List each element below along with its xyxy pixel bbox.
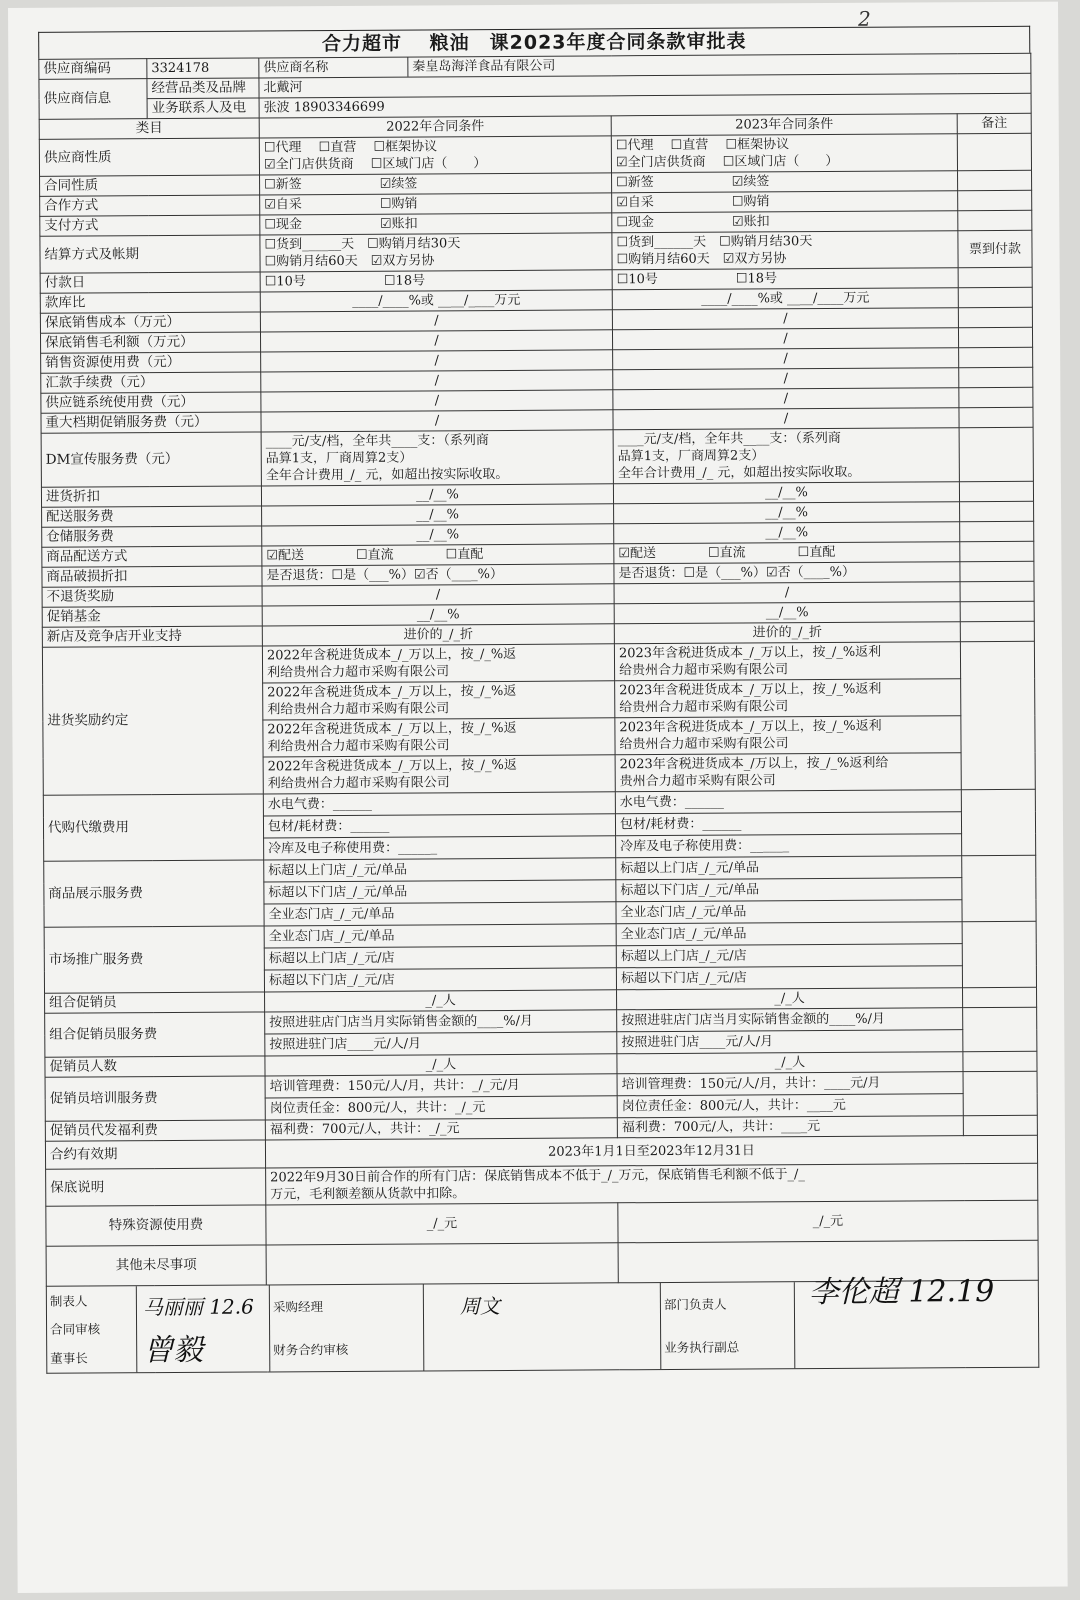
cell-line: __/__% <box>765 605 809 621</box>
cell-line: ☑配送 ☐直流 ☐直配 <box>618 544 836 562</box>
supplier-info-label: 供应商信息 <box>39 79 147 120</box>
row-label: 商品破损折扣 <box>42 566 262 587</box>
row-label: 商品配送方式 <box>42 546 262 567</box>
cell-2023 <box>612 308 958 330</box>
row-note <box>958 190 1032 210</box>
header-2022: 2022年合同条件 <box>259 116 611 138</box>
approval-form <box>38 26 1038 1374</box>
cell-line: 培训管理费：150元/人/月，共计：____元/月 <box>621 1075 881 1093</box>
cell-line: __/__% <box>765 485 808 501</box>
cell-2022 <box>261 484 613 506</box>
contact-value: 张波 18903346699 <box>259 93 1031 118</box>
cell-2023 <box>617 1094 963 1118</box>
cell-2022 <box>260 173 612 195</box>
cell-2022 <box>265 1054 617 1076</box>
cell-line: 按照进驻店门店当月实际销售金额的____%/月 <box>621 1011 885 1029</box>
cell-line: 标超以下门店_/_元/店 <box>620 970 747 987</box>
cell-2023 <box>614 542 960 564</box>
cell-line: / <box>783 311 788 327</box>
cell-2023 <box>617 1008 963 1032</box>
cell-line: ____/____%或 ____/____万元 <box>701 290 870 307</box>
row-label: 付款日 <box>40 272 260 293</box>
cell-2023 <box>617 988 963 1010</box>
cell-line: 水电气费：______ <box>267 796 372 813</box>
row-note <box>959 481 1033 501</box>
cell-2022 <box>263 718 615 757</box>
cell-line: / <box>434 393 440 409</box>
cell-line: 标超以上门店_/_元/单品 <box>620 860 760 877</box>
supplier-name: 秦皇岛海洋食品有限公司 <box>412 58 556 75</box>
row-note <box>959 347 1033 367</box>
row-label: 保底销售毛利额（万元） <box>40 332 260 353</box>
row-note <box>963 1051 1037 1071</box>
table-row <box>42 641 1034 684</box>
cell-line: ☑全门店供货商 ☐区域门店（ ） <box>263 156 487 173</box>
cell-2023 <box>612 231 958 270</box>
cell-line: 给贵州合力超市采购有限公司 <box>619 736 789 753</box>
cell-2022 <box>264 902 616 926</box>
row-note <box>960 581 1034 601</box>
cell-2023 <box>616 966 962 990</box>
cell-line: / <box>783 371 789 387</box>
cell-line: 标超以上门店_/_元/店 <box>268 950 395 967</box>
cell-line: ☐购销月结60天 ☑双方另协 <box>264 253 435 270</box>
cell-2022 <box>265 1118 617 1140</box>
cell-line: ☐10号 ☐18号 <box>616 271 778 288</box>
row-label: 促销员人数 <box>45 1056 265 1077</box>
cell-2022 <box>262 564 614 586</box>
row-note <box>961 789 1035 855</box>
cell-2023 <box>617 1116 963 1138</box>
row-note <box>963 1071 1037 1115</box>
cell-2022 <box>264 858 616 882</box>
cell-2023 <box>613 482 959 504</box>
row-label: 组合促销员 <box>45 992 265 1013</box>
cell-2022 <box>264 946 616 970</box>
cell-2023 <box>614 582 960 604</box>
cell-line: 2023年含税进货成本_/_万以上，按_/_%返利 <box>619 718 882 736</box>
row-label: 供应商性质 <box>39 138 259 176</box>
cell-line: / <box>434 413 440 429</box>
supplier-code-label: 供应商编码 <box>39 59 147 80</box>
row-note <box>959 367 1033 387</box>
cell-line: 进价的_/_折 <box>752 625 823 641</box>
contact-label: 业务联系人及电 <box>147 98 259 119</box>
cell-2022 <box>259 136 611 175</box>
cell-2022 <box>264 924 616 948</box>
row-note <box>963 1115 1037 1135</box>
cell-2023 <box>615 716 961 755</box>
page-number: 2 <box>858 6 871 31</box>
cell-2022 <box>263 755 615 794</box>
cell-line: ☐货到______天 ☐购销月结30天 <box>264 236 461 253</box>
row-label: 支付方式 <box>40 215 260 236</box>
cell-2023 <box>616 878 962 902</box>
cell-2023 <box>616 922 962 946</box>
cell-2022 <box>262 584 614 606</box>
review-label: 合同审核 <box>50 1321 101 1338</box>
cell-line: ☐购销月结60天 ☑双方另协 <box>616 251 787 268</box>
cell-2023 <box>612 171 958 193</box>
cell-2023 <box>612 191 958 213</box>
guarantee-line: 万元，毛利额差额从货款中扣除。 <box>270 1186 466 1203</box>
cell-line: 福利费：700元/人，共计：____元 <box>621 1119 821 1136</box>
cell-2022 <box>263 681 615 720</box>
cell-line: 利给贵州合力超市采购有限公司 <box>267 738 450 755</box>
cell-2023 <box>614 602 960 624</box>
cell-2022 <box>263 814 615 838</box>
cell-line: 全业态门店_/_元/单品 <box>620 904 747 921</box>
cell-line: / <box>434 333 439 349</box>
cell-line: ____元/支/档，全年共____支：（系列商 <box>617 430 841 448</box>
form-table <box>38 53 1039 1374</box>
cell-line: 包材/耗材费：______ <box>619 816 742 833</box>
cell-2022 <box>262 624 614 646</box>
row-label: 销售资源使用费（元） <box>41 352 261 373</box>
cell-line: 全年合计费用_/_ 元，如超出按实际收取。 <box>265 466 509 484</box>
cell-line: ☐新签 ☑续签 <box>616 174 770 191</box>
row-label: 仓储服务费 <box>42 526 262 547</box>
cell-2022 <box>261 370 613 392</box>
cell-2023 <box>612 268 958 290</box>
row-note <box>960 501 1034 521</box>
row-label: 合同性质 <box>40 175 260 196</box>
special-2023: _/_元 <box>618 1200 1038 1243</box>
cell-line: 标超以下门店_/_元/单品 <box>620 882 760 899</box>
chairman-signature: 曾毅 <box>143 1332 204 1369</box>
cell-2022 <box>260 290 612 312</box>
cell-line: / <box>435 587 441 603</box>
cell-line: 利给贵州合力超市采购有限公司 <box>267 701 450 718</box>
table-row <box>40 230 1032 273</box>
cell-2023 <box>611 134 957 173</box>
vp-label: 业务执行副总 <box>664 1339 740 1356</box>
finance-label: 财务合约审核 <box>273 1341 349 1358</box>
cell-2022 <box>261 430 613 486</box>
cell-2023 <box>616 900 962 924</box>
cell-line: 2022年含税进货成本_/_万以上，按_/_%返 <box>267 757 517 775</box>
cell-2022 <box>262 604 614 626</box>
cell-2023 <box>617 1072 963 1096</box>
guarantee-label: 保底说明 <box>46 1168 266 1206</box>
cell-line: ____/____%或 ____/____万元 <box>352 292 521 309</box>
row-note <box>960 541 1034 561</box>
cell-line: 给贵州合力超市采购有限公司 <box>619 699 789 716</box>
purchasing-label: 采购经理 <box>272 1299 323 1315</box>
preparer-signature: 马丽丽 12.6 <box>142 1294 254 1320</box>
cell-line: 2022年含税进货成本_/_万以上，按_/_%返 <box>267 683 517 701</box>
row-note: 票到付款 <box>958 230 1032 267</box>
row-label: 商品展示服务费 <box>44 860 264 927</box>
cell-2022 <box>262 544 614 566</box>
header-category: 类目 <box>39 118 259 139</box>
cell-line: 全业态门店_/_元/单品 <box>620 926 747 943</box>
cell-line: 进价的_/_折 <box>403 627 474 643</box>
cell-line: __/__% <box>765 505 809 521</box>
row-label: 促销员代发福利费 <box>45 1120 265 1141</box>
cell-line: 品算1支，厂商周算2支） <box>265 450 413 467</box>
cell-line: 按照进驻店门店当月实际销售金额的____%/月 <box>269 1013 533 1031</box>
row-note <box>958 170 1032 190</box>
cell-2022 <box>264 880 616 904</box>
supplier-name-label: 供应商名称 <box>259 58 408 78</box>
row-label: 进货奖励约定 <box>42 646 263 795</box>
cell-line: __/__% <box>416 507 460 523</box>
cell-line: 岗位责任金：800元/人，共计：_/_元 <box>269 1100 486 1117</box>
preparer-label: 制表人 <box>49 1293 88 1309</box>
cell-line: 利给贵州合力超市采购有限公司 <box>267 664 450 681</box>
cell-line: / <box>434 373 440 389</box>
cell-line: 包材/耗材费：______ <box>267 818 390 835</box>
cell-line: 2022年含税进货成本_/_万以上，按_/_%返 <box>267 720 517 738</box>
cell-2023 <box>615 679 961 718</box>
special-2022: _/_元 <box>266 1203 618 1245</box>
header-note: 备注 <box>957 113 1031 133</box>
dept-head-signature: 李伦超 12.19 <box>808 1273 995 1311</box>
cell-2022 <box>261 410 613 432</box>
row-note <box>959 387 1033 407</box>
supplier-code: 3324178 <box>147 58 259 79</box>
cell-line: ☑自采 ☐购销 <box>264 196 418 213</box>
cell-2022 <box>264 836 616 860</box>
cell-2023 <box>616 856 962 880</box>
table-row <box>39 133 1031 176</box>
cell-2022 <box>265 1074 617 1098</box>
cell-line: ☐10号 ☐18号 <box>264 273 426 290</box>
row-label: DM宣传服务费（元） <box>41 432 261 487</box>
row-note <box>962 921 1036 987</box>
cell-line: ☑全门店供货商 ☐区域门店（ ） <box>615 153 839 171</box>
row-note <box>958 327 1032 347</box>
row-label: 重大档期促销服务费（元） <box>41 412 261 433</box>
cell-2022 <box>263 792 615 816</box>
chairman-label: 董事长 <box>50 1350 88 1366</box>
header-2023: 2023年合同条件 <box>611 114 957 136</box>
row-label: 配送服务费 <box>42 506 262 527</box>
cell-2022 <box>260 233 612 272</box>
cell-2022 <box>262 644 614 683</box>
cell-line: _/_人 <box>774 991 805 1007</box>
cell-line: 标超以下门店_/_元/店 <box>268 972 395 989</box>
row-label: 代购代缴费用 <box>43 794 263 861</box>
cell-line: 2023年含税进货成本_/万以上，按_/_%返利给 <box>619 755 889 773</box>
cell-line: 是否退货：☐是（___%）☑否（____%） <box>618 564 856 582</box>
row-label: 合作方式 <box>40 195 260 216</box>
cell-line: 水电气费：______ <box>619 794 724 811</box>
cell-line: 按照进驻门店____元/人/月 <box>621 1034 774 1051</box>
cell-2022 <box>265 990 617 1012</box>
cell-2023 <box>617 1030 963 1054</box>
row-note <box>963 987 1037 1007</box>
row-label: 不退货奖励 <box>42 586 262 607</box>
cell-line: __/__% <box>416 607 460 623</box>
row-note <box>958 210 1032 230</box>
other-2022 <box>266 1243 618 1285</box>
cell-line: 2023年含税进货成本_/_万以上，按_/_%返利 <box>618 644 882 662</box>
cell-2022 <box>260 193 612 215</box>
cell-line: 贵州合力超市采购有限公司 <box>619 773 776 790</box>
row-label: 款库比 <box>40 292 260 313</box>
cell-2023 <box>612 288 958 310</box>
cell-2022 <box>261 390 613 412</box>
cell-line: 品算1支，厂商周算2支） <box>617 448 765 465</box>
row-note <box>957 133 1031 170</box>
cell-2022 <box>260 310 612 332</box>
cell-line: 2023年含税进货成本_/_万以上，按_/_%返利 <box>619 681 882 699</box>
cell-2022 <box>265 1096 617 1120</box>
cell-2022 <box>260 213 612 235</box>
brand-label: 经营品类及品牌 <box>147 78 259 99</box>
cell-line: ☐新签 ☑续签 <box>264 176 418 193</box>
cell-line: 岗位责任金：800元/人，共计：____元 <box>621 1097 846 1115</box>
cell-2023 <box>614 622 960 644</box>
cell-2022 <box>264 968 616 992</box>
row-note <box>958 267 1032 287</box>
row-label: 结算方式及帐期 <box>40 235 260 273</box>
cell-2023 <box>612 328 958 350</box>
cell-line: ☐现金 ☑账扣 <box>616 214 770 231</box>
cell-line: 利给贵州合力超市采购有限公司 <box>267 775 450 792</box>
row-note <box>959 427 1033 481</box>
table-row <box>41 427 1033 487</box>
cell-line: _/_人 <box>774 1055 806 1071</box>
purchasing-signature: 周文 <box>459 1294 501 1319</box>
other-label: 其他未尽事项 <box>46 1245 266 1286</box>
row-note <box>959 407 1033 427</box>
row-label: 促销员培训服务费 <box>45 1076 265 1121</box>
cell-2023 <box>613 348 959 370</box>
cell-line: __/__% <box>765 525 809 541</box>
cell-line: 是否退货：☐是（___%）☑否（____%） <box>266 566 504 584</box>
cell-2023 <box>615 812 961 836</box>
cell-line: / <box>784 585 790 601</box>
cell-2023 <box>612 211 958 233</box>
cell-line: / <box>434 313 439 329</box>
row-note <box>960 521 1034 541</box>
cell-line: ☐代理 ☐直营 ☐框架协议 <box>263 139 438 156</box>
cell-2022 <box>260 270 612 292</box>
cell-line: ____元/支/档，全年共____支：（系列商 <box>265 433 489 450</box>
cell-line: 标超以下门店_/_元/单品 <box>268 884 408 901</box>
cell-2023 <box>616 944 962 968</box>
cell-line: 全年合计费用_/_ 元，如超出按实际收取。 <box>617 464 861 482</box>
cell-line: 冷库及电子称使用费：______ <box>268 840 438 857</box>
cell-2022 <box>261 350 613 372</box>
cell-line: 给贵州合力超市采购有限公司 <box>619 662 789 679</box>
row-label: 促销基金 <box>42 606 262 627</box>
validity-label: 合约有效期 <box>45 1140 265 1169</box>
row-note <box>958 307 1032 327</box>
cell-2022 <box>265 1032 617 1056</box>
cell-line: / <box>783 351 788 367</box>
cell-line: 标超以上门店_/_元/店 <box>620 948 747 965</box>
cell-line: _/_人 <box>425 1057 457 1073</box>
row-label: 新店及竞争店开业支持 <box>42 626 262 647</box>
dept-head-label: 部门负责人 <box>663 1296 727 1313</box>
row-note <box>958 287 1032 307</box>
row-note <box>960 601 1034 621</box>
row-note <box>963 1007 1037 1051</box>
cell-2023 <box>613 408 959 430</box>
cell-line: 培训管理费：150元/人/月，共计：_/_元/月 <box>269 1077 520 1095</box>
row-label: 市场推广服务费 <box>44 926 264 993</box>
cell-2023 <box>616 834 962 858</box>
cell-2023 <box>614 502 960 524</box>
form-title: 合力超市 粮油 课2023年度合同条款审批表 <box>38 26 1030 59</box>
cell-2023 <box>613 388 959 410</box>
cell-line: 冷库及电子称使用费：______ <box>620 838 790 855</box>
guarantee-line: 2022年9月30日前合作的所有门店：保底销售成本不低于_/_万元，保底销售毛利额不低于_/_ <box>270 1167 805 1186</box>
cell-2023 <box>613 428 959 484</box>
cell-2023 <box>614 562 960 584</box>
cell-line: 标超以上门店_/_元/单品 <box>268 862 408 879</box>
brand-value: 北戴河 <box>259 73 1031 98</box>
cell-line: ☑配送 ☐直流 ☐直配 <box>266 547 484 564</box>
cell-line: ☐货到______天 ☐购销月结30天 <box>616 234 813 251</box>
row-label: 保底销售成本（万元） <box>40 312 260 333</box>
cell-line: __/__% <box>416 527 460 543</box>
row-label: 进货折扣 <box>41 486 261 507</box>
cell-2023 <box>617 1052 963 1074</box>
cell-2022 <box>260 330 612 352</box>
row-label: 供应链系统使用费（元） <box>41 392 261 413</box>
cell-line: / <box>783 411 789 427</box>
row-note <box>962 855 1036 921</box>
cell-line: 全业态门店_/_元/单品 <box>268 906 395 923</box>
row-note <box>960 641 1035 789</box>
special-label: 特殊资源使用费 <box>46 1205 266 1246</box>
form-paper <box>8 2 1068 1593</box>
cell-line: ☐代理 ☐直营 ☐框架协议 <box>615 137 790 154</box>
cell-2022 <box>262 504 614 526</box>
cell-line: 福利费：700元/人，共计：_/_元 <box>269 1121 460 1138</box>
cell-2023 <box>613 368 959 390</box>
cell-2023 <box>614 642 960 681</box>
cell-line: / <box>783 331 788 347</box>
cell-2023 <box>614 522 960 544</box>
cell-line: _/_人 <box>425 993 456 1009</box>
cell-line: ☑自采 ☐购销 <box>616 194 770 211</box>
cell-2022 <box>262 524 614 546</box>
cell-line: 全业态门店_/_元/单品 <box>268 928 395 945</box>
cell-line: / <box>783 391 789 407</box>
row-label: 汇款手续费（元） <box>41 372 261 393</box>
row-note <box>960 621 1034 641</box>
cell-2023 <box>615 753 961 792</box>
cell-line: 2022年含税进货成本_/_万以上，按_/_%返 <box>266 646 517 664</box>
cell-line: ☐现金 ☑账扣 <box>264 216 418 233</box>
cell-line: / <box>434 353 439 369</box>
row-label: 组合促销员服务费 <box>45 1012 265 1057</box>
cell-line: __/__% <box>416 487 459 503</box>
cell-2023 <box>615 790 961 814</box>
validity-value: 2023年1月1日至2023年12月31日 <box>265 1135 1037 1168</box>
row-note <box>960 561 1034 581</box>
cell-2022 <box>265 1010 617 1034</box>
cell-line: 按照进驻门店____元/人/月 <box>269 1036 422 1053</box>
